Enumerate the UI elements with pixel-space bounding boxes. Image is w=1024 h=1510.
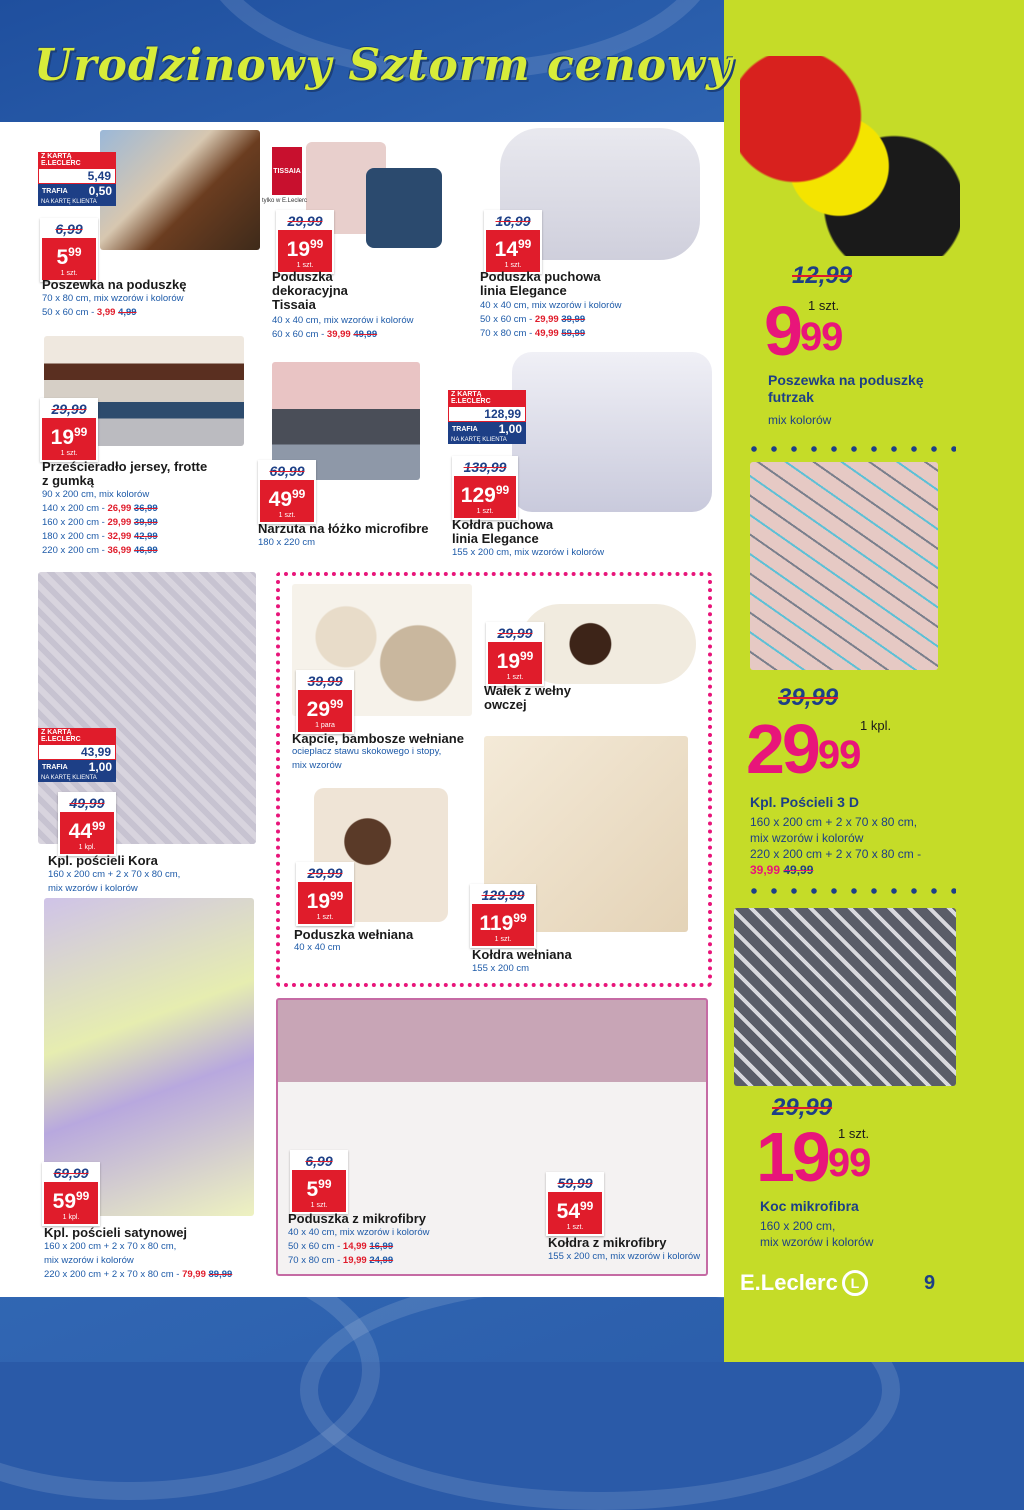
product-name-kapcie: Kapcie, bambosze wełniane bbox=[292, 731, 464, 746]
product-name-koldra-puchowa: Kołdra puchowa linia Elegance bbox=[452, 517, 554, 546]
green-unit-futrzak: 1 szt. bbox=[808, 298, 840, 313]
green-old-price-futrzak: 12,99 bbox=[792, 262, 853, 289]
product-desc-kapcie: ocieplacz stawu skokowego i stopy, mix wzorów bbox=[292, 746, 442, 771]
green-unit-posciel3d: 1 kpl. bbox=[860, 718, 892, 733]
green-old-price-koc: 29,99 bbox=[772, 1094, 833, 1121]
product-desc-koldra-puchowa: 155 x 200 cm, mix wzorów i kolorów bbox=[452, 547, 605, 558]
dotted-divider bbox=[744, 446, 956, 452]
green-old-price-posciel3d: 39,99 bbox=[778, 684, 839, 711]
green-new-price-futrzak: $9^{99}$ bbox=[764, 292, 843, 370]
product-desc-narzuta: 180 x 220 cm bbox=[258, 537, 316, 548]
green-name-futrzak: Poszewka na poduszkę futrzak bbox=[768, 372, 924, 405]
product-name-narzuta: Narzuta na łóżko microfibre bbox=[258, 521, 429, 536]
leclerc-logo: E.Leclerc L bbox=[740, 1270, 868, 1296]
green-unit-koc: 1 szt. bbox=[838, 1126, 870, 1141]
page-number: 9 bbox=[924, 1272, 936, 1294]
price-tag-puchowa: 16,99 $14^{99}$ 1 szt. bbox=[484, 210, 542, 274]
product-desc-satynowej: 160 x 200 cm + 2 x 70 x 80 cm, mix wzorów i kolorów 220 x 200 cm + 2 x 70 x 80 cm - 79,99 89,99 bbox=[44, 1241, 233, 1280]
green-desc-futrzak: mix kolorów bbox=[768, 413, 832, 427]
product-image-dekoracyjna-blue bbox=[366, 168, 442, 248]
card-price-kora: Z KARTĄ E.LECLERC 43,99 TRAFIA 1,00 NA KARTĘ KLIENTA bbox=[38, 728, 116, 782]
product-desc-poduszka-welniana: 40 x 40 cm bbox=[294, 942, 341, 953]
product-name-puchowa: Poduszka puchowa linia Elegance bbox=[480, 269, 601, 298]
leclerc-logo-icon: L bbox=[842, 1270, 868, 1296]
price-tag-narzuta: 69,99 $49^{99}$ 1 szt. bbox=[258, 460, 316, 524]
price-tag-koldra-welniana: 129,99 $119^{99}$ 1 szt. bbox=[470, 884, 536, 948]
green-new-price-posciel3d: $29^{99}$ bbox=[746, 710, 861, 788]
product-desc-przescieradlo: 90 x 200 cm, mix kolorów 140 x 200 cm - 26,99 36,99 160 x 200 cm - 29,99 39,99 180 x 200 cm - 32,99 42,99 220 x 200 cm - 36,99 46,99 bbox=[42, 489, 158, 556]
product-desc-puchowa: 40 x 40 cm, mix wzorów i kolorów 50 x 60 cm - 29,99 39,99 70 x 80 cm - 49,99 59,99 bbox=[480, 300, 622, 339]
price-tag-mikrofibry-poduszka: 6,99 $5^{99}$ 1 szt. bbox=[290, 1150, 348, 1214]
product-image-poszewka bbox=[100, 130, 260, 250]
product-desc-poszewka: 70 x 80 cm, mix wzorów i kolorów 50 x 60 cm - 3,99 4,99 bbox=[42, 293, 184, 318]
green-desc-koc: 160 x 200 cm, mix wzorów i kolorów bbox=[760, 1219, 874, 1249]
card-price-koldra-puchowa: Z KARTĄ E.LECLERC 128,99 TRAFIA 1,00 NA KARTĘ KLIENTA bbox=[448, 390, 526, 444]
product-name-koldra-welniana: Kołdra wełniana bbox=[472, 947, 572, 962]
price-tag-mikrofibry-koldra: 59,99 $54^{99}$ 1 szt. bbox=[546, 1172, 604, 1236]
price-tag-walek: 29,99 $19^{99}$ 1 szt. bbox=[486, 622, 544, 686]
product-name-kora: Kpl. pościeli Kora bbox=[48, 853, 158, 868]
price-tag-koldra-puchowa: 139,99 $129^{99}$ 1 szt. bbox=[452, 456, 518, 520]
price-tag-poszewka: 6,99 $5^{99}$ 1 szt. bbox=[40, 218, 98, 282]
price-tag-poduszka-welniana: 29,99 $19^{99}$ 1 szt. bbox=[296, 862, 354, 926]
product-desc-mikrofibry-poduszka: 40 x 40 cm, mix wzorów i kolorów 50 x 60 cm - 14,99 16,99 70 x 80 cm - 19,99 24,99 bbox=[288, 1227, 430, 1266]
price-tag-kapcie: 39,99 $29^{99}$ 1 para bbox=[296, 670, 354, 734]
dotted-divider bbox=[744, 888, 956, 894]
product-desc-kora: 160 x 200 cm + 2 x 70 x 80 cm, mix wzorów i kolorów bbox=[48, 869, 181, 894]
product-name-poduszka-welniana: Poduszka wełniana bbox=[294, 927, 414, 942]
green-name-koc: Koc mikrofibra bbox=[760, 1198, 859, 1214]
price-tag-kora: 49,99 $44^{99}$ 1 kpl. bbox=[58, 792, 116, 856]
product-name-mikrofibry-poduszka: Poduszka z mikrofibry bbox=[288, 1211, 426, 1226]
product-name-dekoracyjna: Poduszka dekoracyjna Tissaia bbox=[272, 269, 348, 312]
card-price-poszewka: Z KARTĄ E.LECLERC 5,49 TRAFIA 0,50 NA KARTĘ KLIENTA bbox=[38, 152, 116, 206]
product-name-walek: Wałek z wełny owczej bbox=[484, 683, 571, 712]
green-desc-posciel3d: 160 x 200 cm + 2 x 70 x 80 cm, mix wzorów i kolorów 220 x 200 cm + 2 x 70 x 80 cm - 39,99 49,99 bbox=[750, 815, 922, 877]
price-tag-przescieradlo: 29,99 $19^{99}$ 1 szt. bbox=[40, 398, 98, 462]
green-new-price-koc: $19^{99}$ bbox=[756, 1118, 871, 1196]
product-name-mikrofibry-koldra: Kołdra z mikrofibry bbox=[548, 1235, 667, 1250]
green-name-posciel3d: Kpl. Pościeli 3 D bbox=[750, 794, 859, 810]
price-tag-satynowej: 69,99 $59^{99}$ 1 kpl. bbox=[42, 1162, 100, 1226]
tissaia-note: tylko w E.Leclerc bbox=[262, 198, 308, 204]
product-image-koc bbox=[734, 908, 956, 1086]
headline: Urodzinowy Sztorm cenowy bbox=[34, 40, 733, 91]
product-desc-dekoracyjna: 40 x 40 cm, mix wzorów i kolorów 60 x 60 cm - 39,99 49,99 bbox=[272, 315, 414, 340]
product-desc-mikrofibry-koldra: 155 x 200 cm, mix wzorów i kolorów bbox=[548, 1251, 701, 1262]
product-name-satynowej: Kpl. pościeli satynowej bbox=[44, 1225, 188, 1240]
product-desc-koldra-welniana: 155 x 200 cm bbox=[472, 963, 530, 974]
product-name-przescieradlo: Prześcieradło jersey, frotte z gumką bbox=[42, 459, 208, 488]
product-name-poszewka: Poszewka na poduszkę bbox=[42, 277, 187, 292]
product-image-posciel3d bbox=[750, 462, 938, 670]
price-tag-dekoracyjna: 29,99 $19^{99}$ 1 szt. bbox=[276, 210, 334, 274]
product-image-futrzak bbox=[740, 56, 960, 256]
product-image-koldra-puchowa bbox=[512, 352, 712, 512]
tissaia-logo: TISSAIA bbox=[272, 147, 302, 195]
